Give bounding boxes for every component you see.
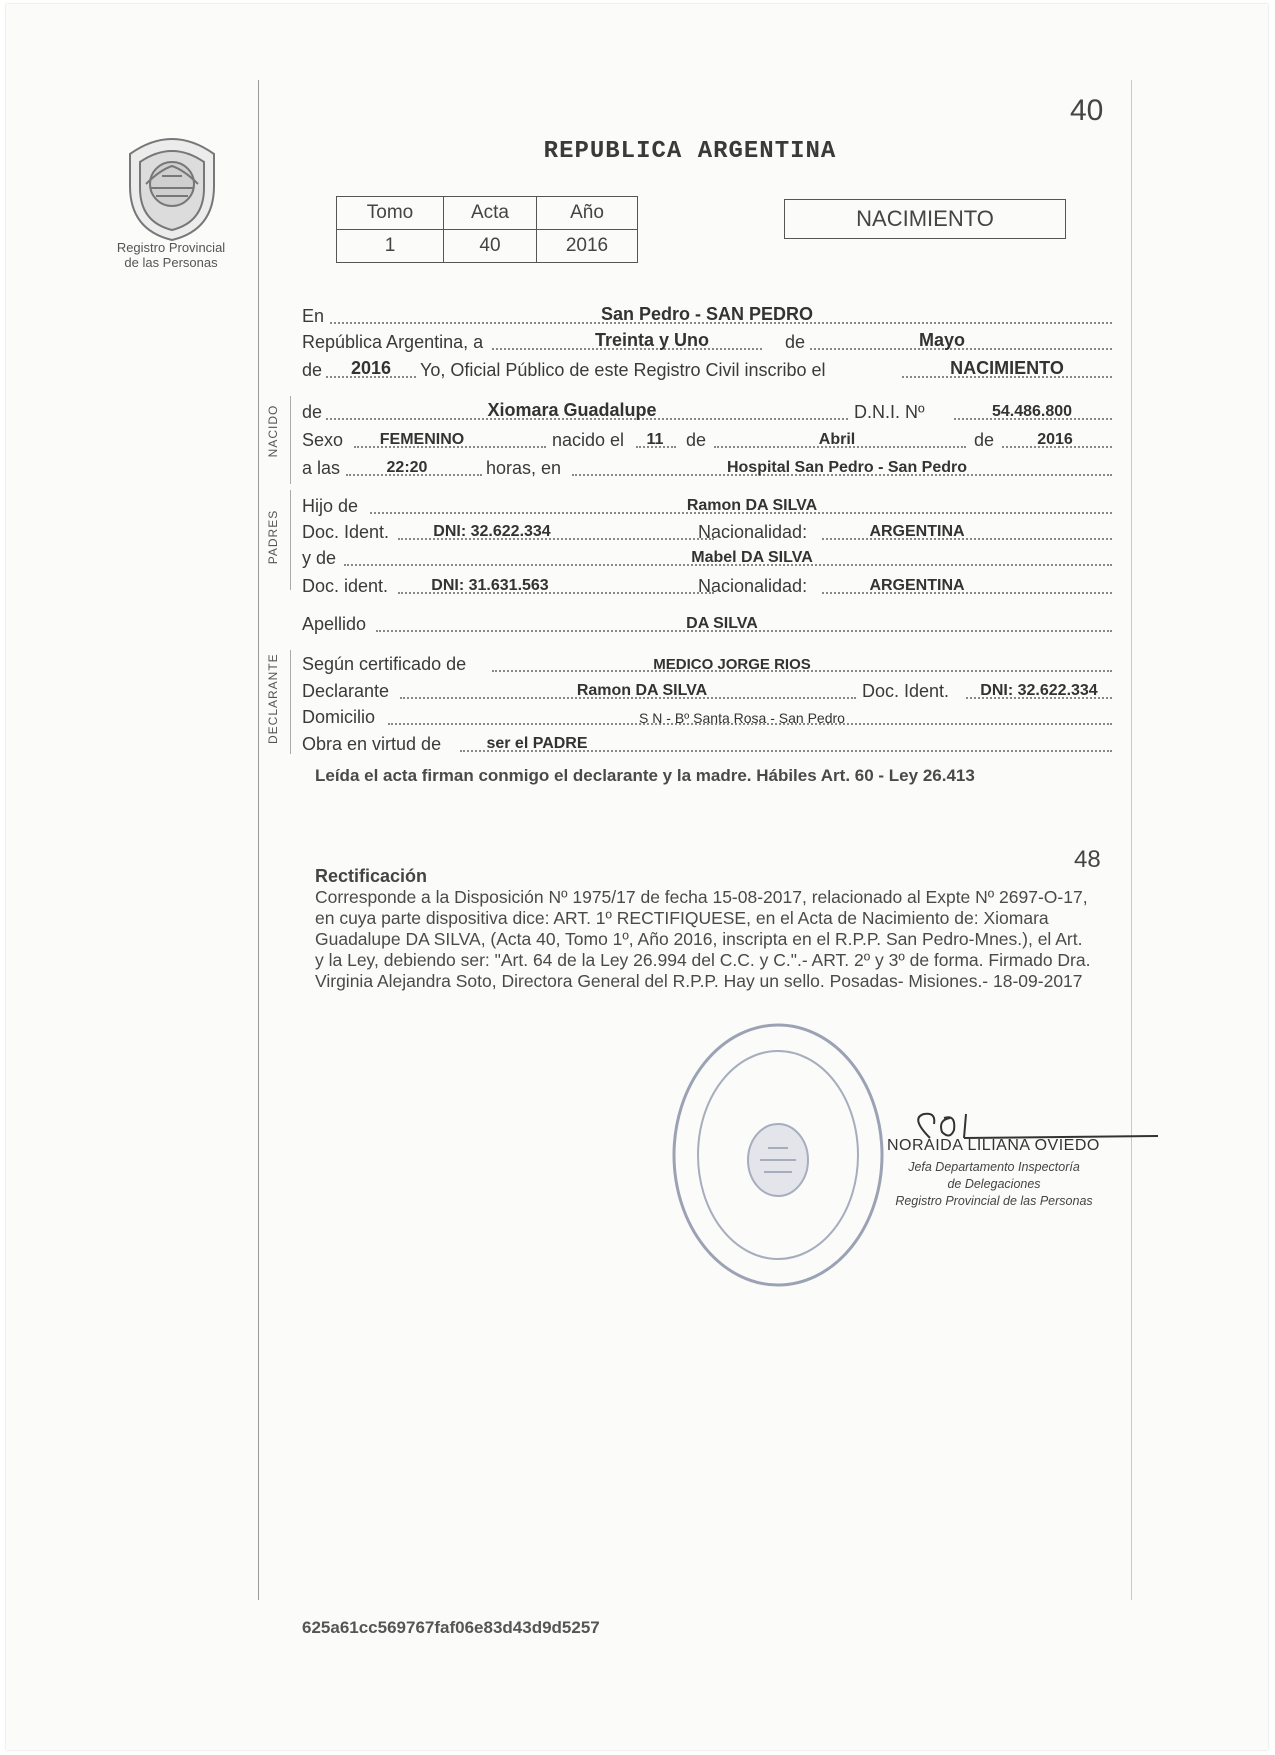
padres-side-label: PADRES xyxy=(266,509,280,565)
line-time-place xyxy=(302,454,1112,480)
section-bracket xyxy=(290,396,291,484)
register-value-row xyxy=(337,230,638,263)
signatory-name: NORAIDA LILIANA OVIEDO xyxy=(887,1137,1100,1154)
horas-label: horas, en xyxy=(486,458,562,478)
header-tomo: Tomo xyxy=(337,197,444,230)
nac1-label: Nacionalidad: xyxy=(698,522,808,542)
emblem-caption xyxy=(96,240,246,270)
child-dni-value: 54.486.800 xyxy=(991,403,1073,420)
birth-place-value: Hospital San Pedro - San Pedro xyxy=(726,459,968,476)
header-ano: Año xyxy=(537,197,638,230)
record-type-box: NACIMIENTO xyxy=(784,199,1066,239)
header-acta: Acta xyxy=(444,197,537,230)
en-label: En xyxy=(302,306,325,326)
dni-label: D.N.I. Nº xyxy=(854,402,925,422)
child-name-value: Xiomara Guadalupe xyxy=(487,400,657,420)
line-address xyxy=(302,703,1112,729)
year-value: 2016 xyxy=(350,358,392,378)
province-emblem-logo xyxy=(116,126,228,244)
a-las-label: a las xyxy=(302,458,341,478)
nac2-label: Nacionalidad: xyxy=(698,576,808,596)
apellido-label: Apellido xyxy=(302,614,367,634)
sexo-value: FEMENINO xyxy=(379,431,465,448)
mother-nationality-value: ARGENTINA xyxy=(869,577,965,594)
certificate-value: MEDICO JORGE RIOS xyxy=(653,656,811,673)
place-value: San Pedro - SAN PEDRO xyxy=(600,304,814,324)
right-margin-rule xyxy=(1131,80,1132,1600)
rectification-title: Rectificación xyxy=(315,866,428,886)
section-bracket xyxy=(290,650,291,754)
father-name-value: Ramon DA SILVA xyxy=(686,497,818,514)
certificado-label: Según certificado de xyxy=(302,654,467,674)
republica-label: República Argentina, a xyxy=(302,332,484,352)
declarant-name-value: Ramon DA SILVA xyxy=(576,682,708,699)
day-value: Treinta y Uno xyxy=(594,330,710,350)
line-mother xyxy=(302,544,1112,570)
line-certificate xyxy=(302,650,1112,676)
register-table xyxy=(336,196,638,263)
doc3-label: Doc. Ident. xyxy=(862,681,950,701)
sexo-label: Sexo xyxy=(302,430,344,450)
page-number: 40 xyxy=(1070,94,1104,127)
month-value: Mayo xyxy=(918,330,965,350)
line-name xyxy=(302,398,1112,424)
obra-value: ser el PADRE xyxy=(486,735,588,752)
declarante-side-label: DECLARANTE xyxy=(266,653,280,744)
closing-statement: Leída el acta firman conmigo el declarante y la madre. Hábiles Art. 60 - Ley 26.413 xyxy=(315,766,975,785)
de4-label: de xyxy=(974,430,995,450)
surname-value: DA SILVA xyxy=(686,615,758,632)
address-value: S N - Bº Santa Rosa - San Pedro xyxy=(639,710,845,726)
rectification-body: Corresponde a la Disposición Nº 1975/17 de fecha 15-08-2017, relacionado al Expte Nº 2697-O-17, en cuya parte dispositiva dice: ART. 1º RECTIFIQUESE, en el Acta de Nacimiento de: Xiomara Guadalupe DA SILVA, (Acta 40, Tomo 1º, Año 2016, inscripta en el R.P.P. San Pedro-Mnes.), el Art. y la Ley, debiendo ser: "Art. 64 de la Ley 26.994 del C.C. y C.".- ART. 2º y 3º de forma. Firmado Dra. Virginia Alejandra Soto, Directora General del R.P.P. Hay un sello. Posadas- Misiones.- 18-09-2017 xyxy=(315,887,1091,991)
birth-year-value: 2016 xyxy=(1037,431,1073,448)
line-declarant xyxy=(302,677,1112,703)
value-ano: 2016 xyxy=(537,230,638,263)
de-label: de xyxy=(785,332,806,352)
inscribo-value: NACIMIENTO xyxy=(950,358,1064,378)
line-mother-doc xyxy=(302,572,1112,598)
declarante-label: Declarante xyxy=(302,681,390,701)
birth-day-value: 11 xyxy=(646,431,664,448)
line-obra xyxy=(302,730,1112,756)
nacido-side-label: NACIDO xyxy=(266,404,280,458)
register-header-row xyxy=(337,197,638,230)
line-sex-birth xyxy=(302,426,1112,452)
section-bracket xyxy=(290,490,291,590)
value-tomo: 1 xyxy=(337,230,444,263)
line-inscription xyxy=(302,356,1112,382)
line-surname xyxy=(302,610,1112,636)
father-doc-value: DNI: 32.622.334 xyxy=(433,523,551,540)
name-prefix-label: de xyxy=(302,402,323,422)
caption-line-2: de las Personas xyxy=(124,255,218,270)
de3-label: de xyxy=(686,430,707,450)
declarant-doc-value: DNI: 32.622.334 xyxy=(980,682,1098,699)
line-father-doc xyxy=(302,518,1112,544)
caption-line-1: Registro Provincial xyxy=(116,240,226,255)
value-acta: 40 xyxy=(444,230,537,263)
domicilio-label: Domicilio xyxy=(302,707,376,727)
line-date xyxy=(302,328,1112,354)
signatory-title-3: Registro Provincial de las Personas xyxy=(895,1194,1093,1208)
signatory-title-1: Jefa Departamento Inspectoría xyxy=(908,1160,1080,1174)
inscribo-label: Yo, Oficial Público de este Registro Civil inscribo el xyxy=(420,360,826,380)
official-seal-stamp xyxy=(668,1020,888,1290)
signatory-title-2: de Delegaciones xyxy=(947,1177,1041,1191)
doc1-label: Doc. Ident. xyxy=(302,522,390,542)
mother-doc-value: DNI: 31.631.563 xyxy=(431,577,549,594)
line-father xyxy=(302,492,1112,518)
obra-label: Obra en virtud de xyxy=(302,734,442,754)
left-margin-rule xyxy=(258,80,259,1600)
birth-month-value: Abril xyxy=(818,431,856,448)
yde-label: y de xyxy=(302,548,337,568)
document-hash: 625a61cc569767faf06e83d43d9d5257 xyxy=(302,1618,600,1637)
de2-label: de xyxy=(302,360,323,380)
secondary-page-number: 48 xyxy=(1074,846,1101,873)
mother-name-value: Mabel DA SILVA xyxy=(691,549,813,566)
father-nationality-value: ARGENTINA xyxy=(869,523,965,540)
nacido-el-label: nacido el xyxy=(552,430,625,450)
birth-hour-value: 22:20 xyxy=(386,459,428,476)
document-heading: REPUBLICA ARGENTINA xyxy=(543,138,837,165)
doc2-label: Doc. ident. xyxy=(302,576,389,596)
line-place xyxy=(302,302,1112,328)
hijo-label: Hijo de xyxy=(302,496,359,516)
